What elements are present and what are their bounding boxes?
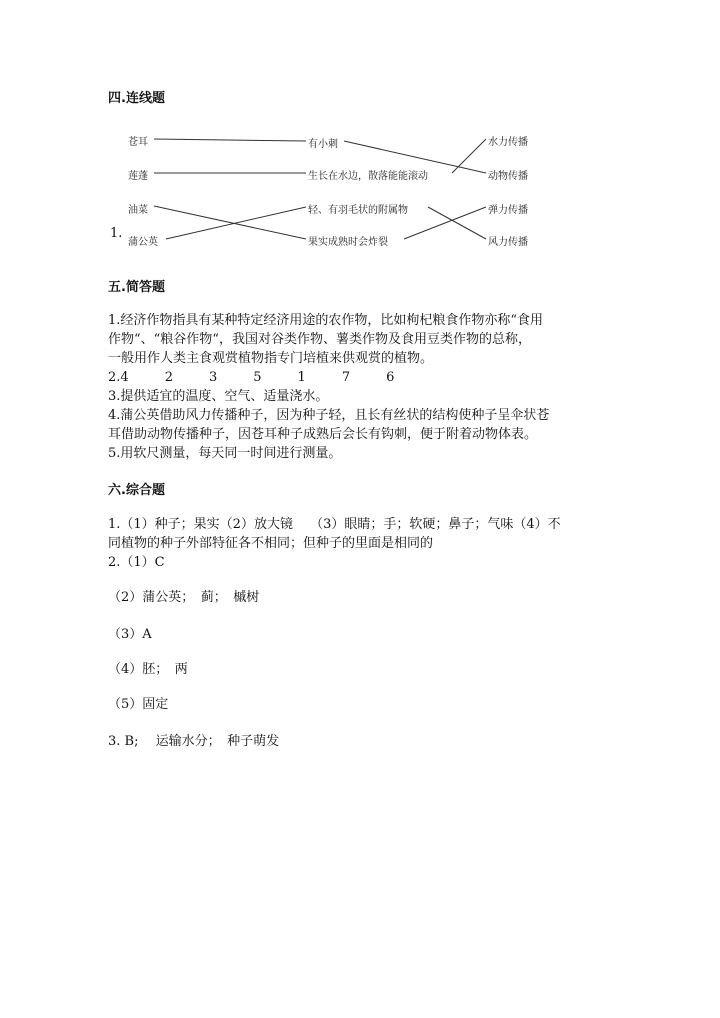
s6-q2-part-1: 2.（1）C bbox=[108, 555, 165, 570]
left-item-4: 蒲公英 bbox=[128, 237, 158, 248]
q2-sequence bbox=[108, 367, 394, 388]
s6-q3-answer: 3. B; 运输水分； 种子萌发 bbox=[108, 734, 280, 749]
s6-q2-part-5: （5）固定 bbox=[108, 697, 169, 712]
s6-q1-line-1: 1.（1）种子；果实（2）放大镜 （3）眼睛；手；软硬；鼻子；气味（4）不 bbox=[108, 517, 561, 532]
s6-q2-part-4: （4）胚； 两 bbox=[108, 662, 188, 677]
connector-line bbox=[154, 206, 306, 239]
q1-line-1: 1.经济作物指具有某种特定经济用途的农作物，比如枸杞粮食作物亦称“食用 bbox=[108, 313, 544, 328]
right-item-2: 动物传播 bbox=[488, 171, 528, 182]
left-item-2: 莲蓬 bbox=[128, 171, 148, 182]
right-item-3: 弹力传播 bbox=[488, 205, 528, 216]
section-6-title: 六.综合题 bbox=[108, 483, 165, 498]
q2-num: 5 bbox=[253, 370, 262, 385]
q2-num: 1 bbox=[297, 370, 306, 385]
s6-q2-part-2: （2）蒲公英； 蓟； 槭树 bbox=[108, 590, 260, 605]
section-4-title: 四.连线题 bbox=[108, 91, 165, 106]
connector-lines bbox=[0, 0, 720, 300]
q2-num: 6 bbox=[386, 370, 395, 385]
q1-line-2: 作物“、“粮谷作物“，我国对谷类作物、薯类作物及食用豆类作物的总称， bbox=[108, 332, 531, 347]
connector-line bbox=[452, 139, 486, 173]
connector-line bbox=[344, 141, 486, 173]
q2-label: 2. bbox=[108, 370, 121, 385]
answer-number: 1. bbox=[110, 226, 123, 241]
right-item-4: 风力传播 bbox=[488, 237, 528, 248]
q5-answer: 5.用软尺测量，每天同一时间进行测量。 bbox=[108, 446, 342, 461]
q1-line-3: 一般用作人类主食观赏植物指专门培植来供观赏的植物。 bbox=[108, 351, 434, 366]
q2-num: 2 bbox=[164, 370, 173, 385]
q2-num: 7 bbox=[341, 370, 351, 385]
q2-num: 4 bbox=[120, 370, 129, 385]
right-item-1: 水力传播 bbox=[488, 137, 528, 148]
connector-line bbox=[428, 207, 486, 239]
s6-q1-line-2: 同植物的种子外部特征各不相同；但种子的里面是相同的 bbox=[108, 536, 434, 551]
s6-q2-part-3: （3）A bbox=[108, 627, 152, 642]
mid-item-1: 有小刺 bbox=[308, 139, 338, 150]
q4-line-2: 耳借助动物传播种子，因苍耳种子成熟后会长有钩刺，便于附着动物体表。 bbox=[108, 427, 538, 442]
mid-item-4: 果实成熟时会炸裂 bbox=[308, 237, 388, 248]
left-item-1: 苍耳 bbox=[128, 137, 148, 148]
mid-item-3: 轻、有羽毛状的附属物 bbox=[308, 205, 408, 216]
section-5-title: 五.简答题 bbox=[108, 280, 165, 295]
left-item-3: 油菜 bbox=[128, 205, 148, 216]
q4-line-1: 4.蒲公英借助风力传播种子，因为种子轻，且长有丝状的结构使种子呈伞状苍 bbox=[108, 408, 550, 423]
q3-answer: 3.提供适宜的温度、空气、适量浇水。 bbox=[108, 389, 329, 404]
connector-line bbox=[154, 139, 306, 141]
q2-num: 3 bbox=[208, 370, 218, 385]
connector-line bbox=[404, 207, 486, 239]
mid-item-2: 生长在水边，散落能能滚动 bbox=[308, 171, 428, 182]
